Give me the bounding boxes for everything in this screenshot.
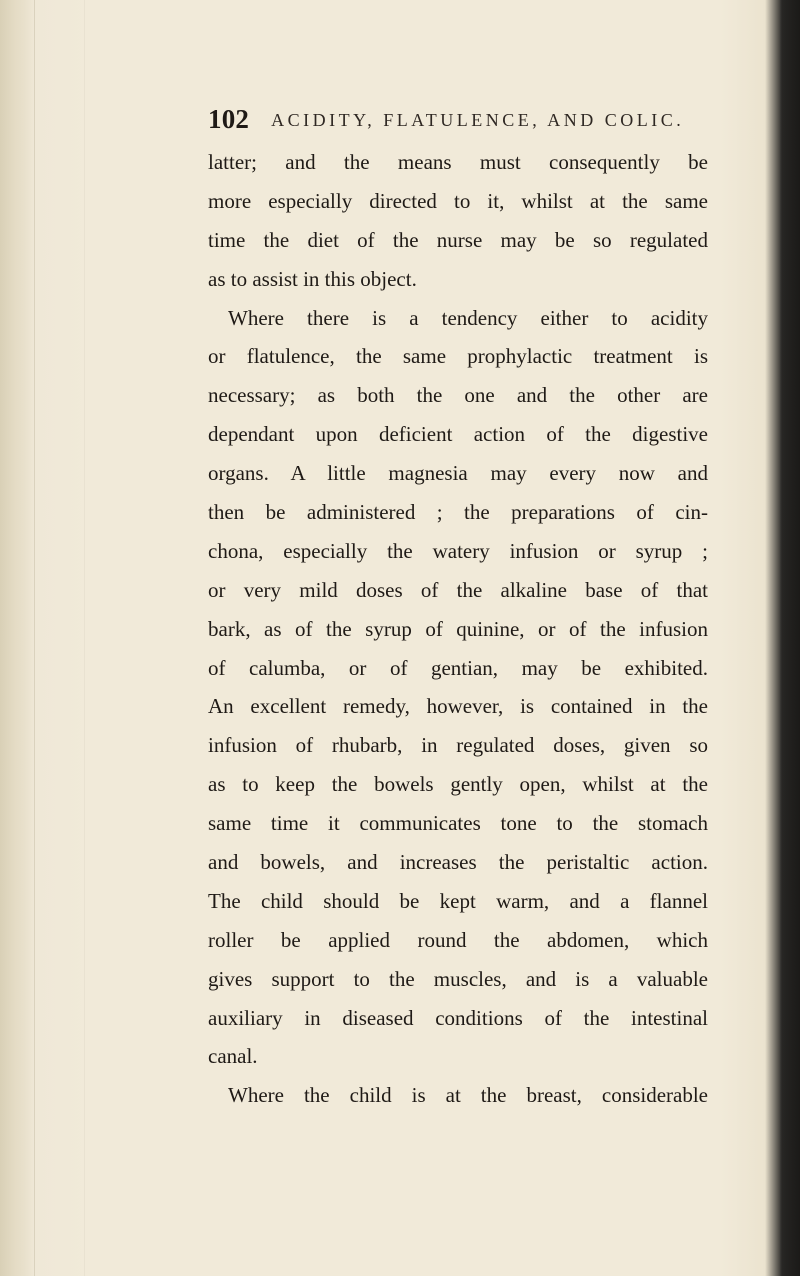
page-number: 102: [208, 104, 250, 134]
text-line-19: and bowels, and increases the peristaltic action.: [208, 850, 708, 875]
text-line-23: auxiliary in diseased conditions of the intestinal: [208, 1005, 708, 1030]
text-line-20: The child should be kept warm, and a flannel: [208, 888, 708, 913]
text-line-25: Where the child is at the breast, considerable: [228, 1083, 708, 1108]
text-line-16: infusion of rhubarb, in regulated doses, given so: [208, 733, 708, 758]
text-line-11: chona, especially the watery infusion or syrup ;: [208, 538, 708, 563]
text-line-9: organs. A little magnesia may every now and: [208, 461, 708, 486]
page-left-edge: [0, 0, 34, 1276]
text-line-1: latter; and the means must consequently be: [208, 150, 708, 174]
text-line-4: as to assist in this object.: [208, 266, 417, 291]
text-line-21: roller be applied round the abdomen, which: [208, 927, 708, 952]
text-line-3: time the diet of the nurse may be so regulated: [208, 227, 708, 252]
page-header: [208, 104, 685, 138]
text-line-8: dependant upon deficient action of the digestive: [208, 422, 708, 447]
text-line-13: bark, as of the syrup of quinine, or of the infusion: [208, 616, 708, 641]
text-line-6: or flatulence, the same prophylactic treatment is: [208, 344, 708, 369]
text-line-12: or very mild doses of the alkaline base of that: [208, 577, 708, 602]
text-line-22: gives support to the muscles, and is a valuable: [208, 966, 708, 991]
page-right-edge-shadow: [780, 0, 800, 1276]
text-line-15: An excellent remedy, however, is contained in the: [208, 694, 708, 719]
text-line-7: necessary; as both the one and the other are: [208, 383, 708, 408]
running-head: ACIDITY, FLATULENCE, AND COLIC.: [271, 110, 685, 130]
faint-gutter-line: [84, 0, 85, 1276]
text-line-24: canal.: [208, 1044, 258, 1069]
text-line-5: Where there is a tendency either to acidity: [228, 305, 708, 330]
text-line-10: then be administered ; the preparations of cin-: [208, 500, 708, 525]
text-line-17: as to keep the bowels gently open, whilst at the: [208, 772, 708, 797]
gutter-line: [34, 0, 35, 1276]
body-text: [208, 143, 708, 1115]
text-line-14: of calumba, or of gentian, may be exhibited.: [208, 655, 708, 680]
text-line-2: more especially directed to it, whilst at the same: [208, 188, 708, 213]
text-line-18: same time it communicates tone to the stomach: [208, 811, 708, 836]
